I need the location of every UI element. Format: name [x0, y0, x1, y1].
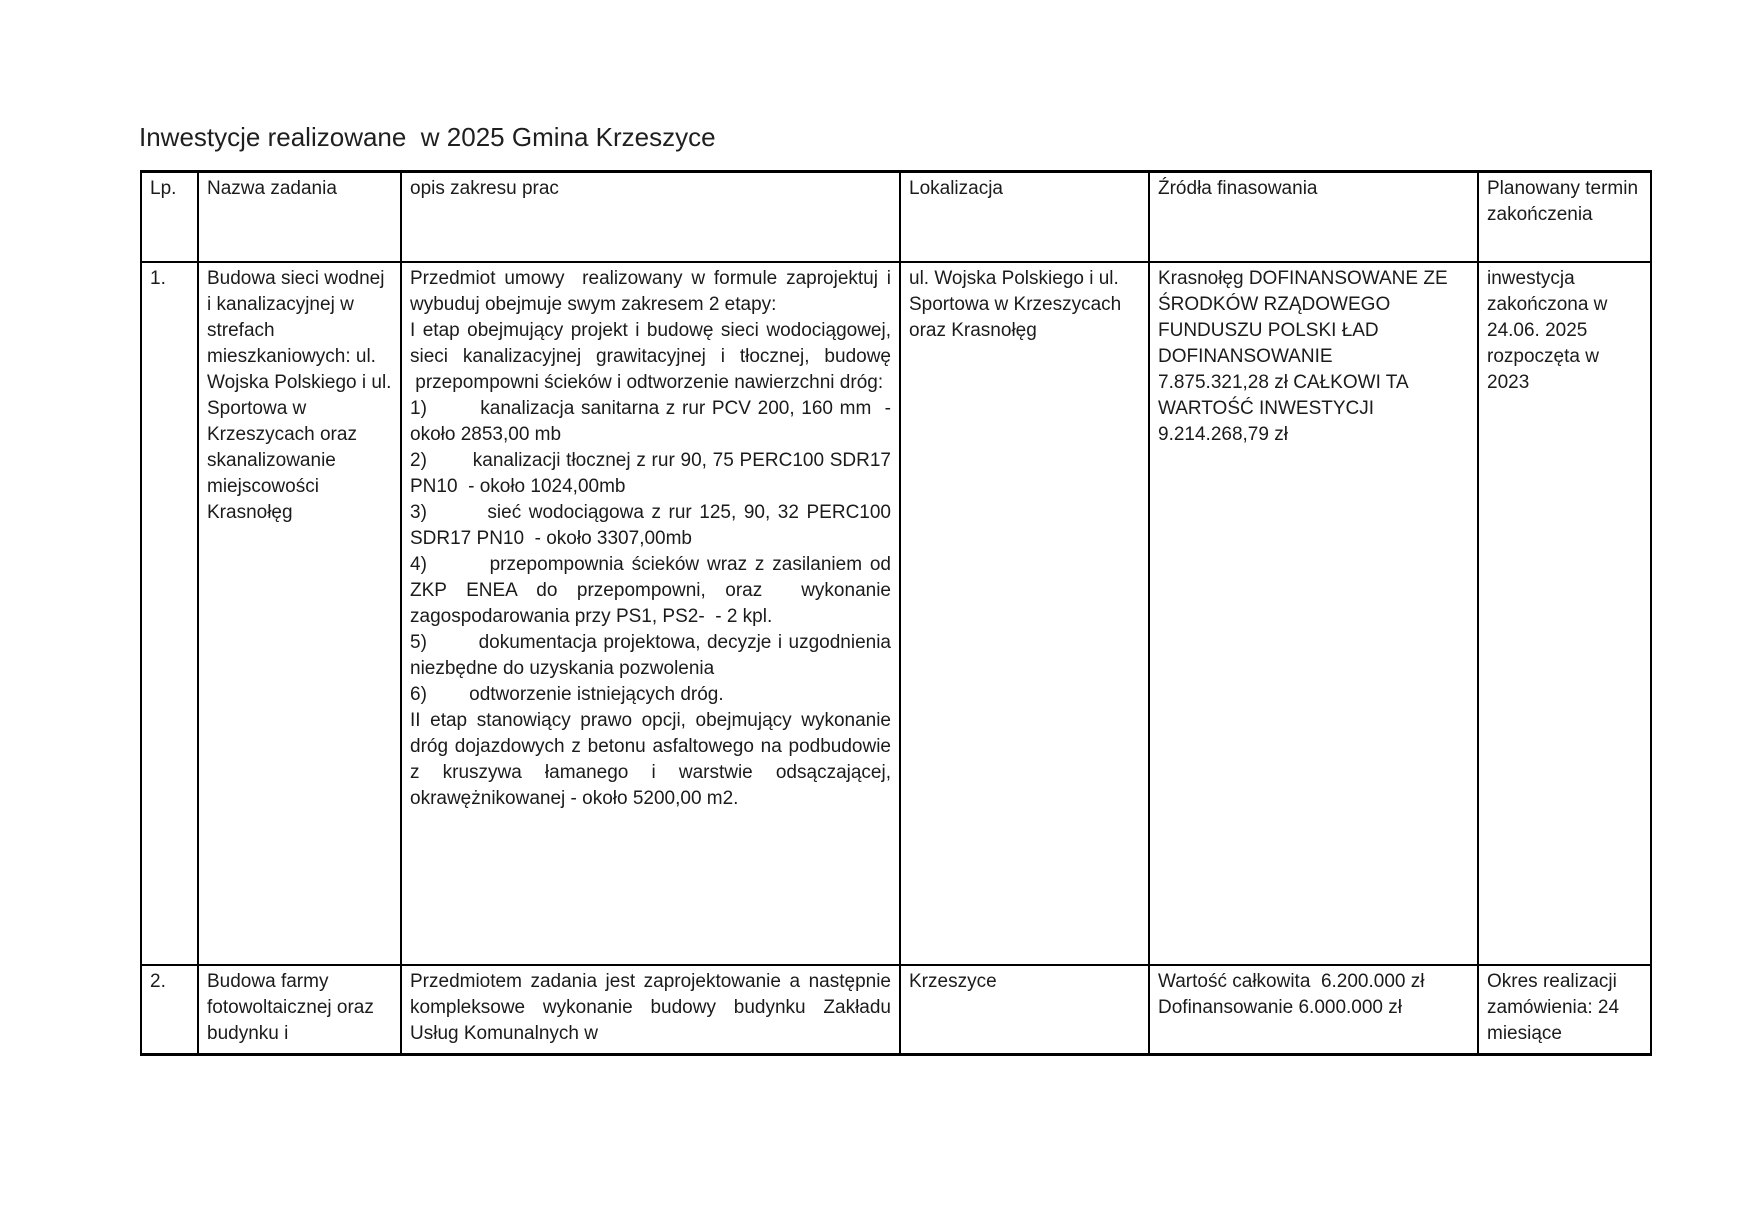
header-nazwa-zadania: Nazwa zadania [198, 172, 401, 262]
cell-nazwa-zadania: Budowa sieci wodnej i kanalizacyjnej w strefach mieszkaniowych: ul. Wojska Polskiego i ul. Sportowa w Krzeszycach oraz skanalizowanie miejscowości Krasnołęg [198, 262, 401, 965]
paragraph: Przedmiotem zadania jest zaprojektowanie a następnie kompleksowe wykonanie budowy budynku Zakładu Usług Komunalnych w [410, 970, 891, 1044]
table-row [141, 262, 1651, 965]
header-zrodla-finansowania: Źródła finasowania [1149, 172, 1478, 262]
cell-zrodla-finansowania [1149, 262, 1478, 965]
cell-zrodla-finansowania [1149, 965, 1478, 1055]
paragraph: Wartość całkowita 6.200.000 zł [1158, 970, 1425, 992]
paragraph: II etap stanowiący prawo opcji, obejmujący wykonanie dróg dojazdowych z betonu asfaltowego na podbudowie z kruszywa łamanego i warstwie odsączającej, okrawężnikowanej - około 5200,00 m2. [410, 709, 891, 809]
investments-table-container [140, 170, 1652, 1056]
cell-lokalizacja: ul. Wojska Polskiego i ul. Sportowa w Krzeszycach oraz Krasnołęg [900, 262, 1149, 965]
page-title: Inwestycje realizowane w 2025 Gmina Krzeszyce [139, 122, 716, 153]
cell-planowany-termin: Okres realizacji zamówienia: 24 miesiące [1478, 965, 1651, 1055]
cell-lokalizacja: Krzeszyce [900, 965, 1149, 1055]
paragraph: Krasnołęg DOFINANSOWANE ZE [1158, 267, 1448, 289]
paragraph: Dofinansowanie 6.000.000 zł [1158, 996, 1403, 1018]
paragraph: 7.875.321,28 zł CAŁKOWI TA [1158, 371, 1409, 393]
cell-lp: 2. [141, 965, 198, 1055]
paragraph: 6) odtworzenie istniejących dróg. [410, 683, 724, 705]
cell-planowany-termin: inwestycja zakończona w 24.06. 2025 rozpoczęta w 2023 [1478, 262, 1651, 965]
cell-opis-zakresu-prac [401, 965, 900, 1055]
header-lokalizacja: Lokalizacja [900, 172, 1149, 262]
paragraph: 1) kanalizacja sanitarna z rur PCV 200, 160 mm - około 2853,00 mb [410, 397, 891, 445]
header-lp: Lp. [141, 172, 198, 262]
table-row [141, 965, 1651, 1055]
paragraph: 3) sieć wodociągowa z rur 125, 90, 32 PERC100 SDR17 PN10 - około 3307,00mb [410, 501, 891, 549]
table-header-row [141, 172, 1651, 262]
cell-nazwa-zadania: Budowa farmy fotowoltaicznej oraz budynku i [198, 965, 401, 1055]
paragraph: I etap obejmujący projekt i budowę sieci wodociągowej, sieci kanalizacyjnej grawitacyjnej i tłocznej, budowę przepompowni ścieków i odtworzenie nawierzchni dróg: [410, 319, 891, 393]
paragraph: 4) przepompownia ścieków wraz z zasilaniem od ZKP ENEA do przepompowni, oraz wykonanie zagospodarowania przy PS1, PS2- - 2 kpl. [410, 553, 891, 627]
paragraph: DOFINANSOWANIE [1158, 345, 1333, 367]
paragraph: Przedmiot umowy realizowany w formule zaprojektuj i wybuduj obejmuje swym zakresem 2 etapy: [410, 267, 891, 315]
cell-opis-zakresu-prac [401, 262, 900, 965]
paragraph: 9.214.268,79 zł [1158, 423, 1288, 445]
paragraph: 5) dokumentacja projektowa, decyzje i uzgodnienia niezbędne do uzyskania pozwolenia [410, 631, 891, 679]
header-opis-zakresu-prac: opis zakresu prac [401, 172, 900, 262]
cell-lp: 1. [141, 262, 198, 965]
investments-table [140, 170, 1652, 1056]
paragraph: ŚRODKÓW RZĄDOWEGO [1158, 293, 1391, 315]
header-planowany-termin: Planowany termin zakończenia [1478, 172, 1651, 262]
paragraph: 2) kanalizacji tłocznej z rur 90, 75 PERC100 SDR17 PN10 - około 1024,00mb [410, 449, 891, 497]
paragraph: WARTOŚĆ INWESTYCJI [1158, 397, 1375, 419]
paragraph: FUNDUSZU POLSKI ŁAD [1158, 319, 1379, 341]
